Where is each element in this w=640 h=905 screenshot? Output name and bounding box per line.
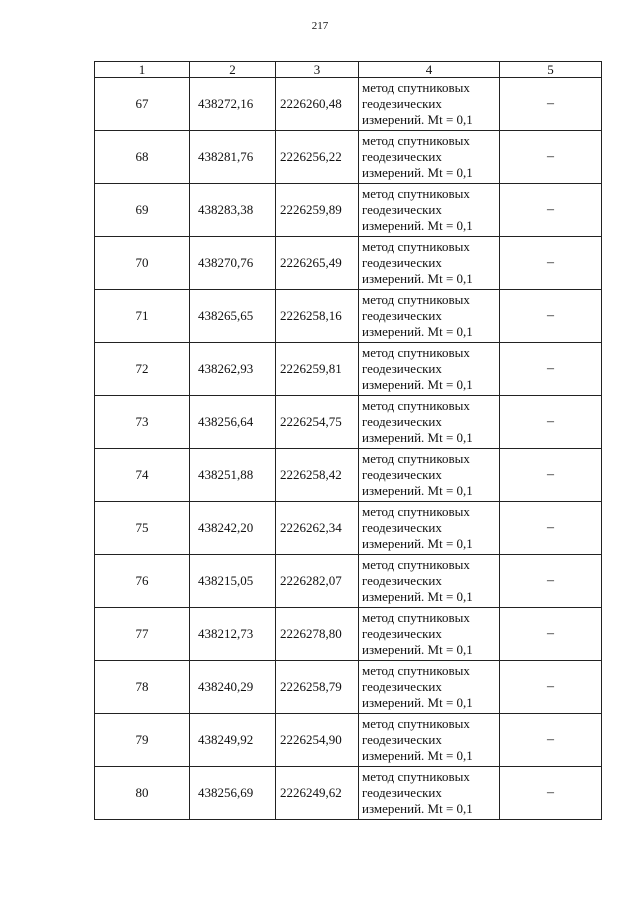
method-line: метод спутниковых [362, 133, 470, 148]
point-number-cell: 80 [95, 767, 190, 820]
table-body [95, 78, 602, 820]
method-line: измерений. Mt = 0,1 [362, 377, 473, 392]
method-line: геодезических [362, 255, 442, 270]
y-coordinate-cell: 2226259,81 [276, 343, 359, 396]
method-line: метод спутниковых [362, 557, 470, 572]
note-cell: – [500, 131, 602, 184]
coordinates-table [94, 61, 602, 820]
note-cell: – [500, 78, 602, 131]
x-coordinate-cell: 438240,29 [190, 661, 276, 714]
method-line: метод спутниковых [362, 345, 470, 360]
point-number-cell: 77 [95, 608, 190, 661]
x-coordinate-cell: 438215,05 [190, 555, 276, 608]
table-row [95, 714, 602, 767]
table-row [95, 555, 602, 608]
method-line: геодезических [362, 785, 442, 800]
note-cell: – [500, 396, 602, 449]
method-line: метод спутниковых [362, 398, 470, 413]
method-cell [359, 767, 500, 820]
y-coordinate-cell: 2226262,34 [276, 502, 359, 555]
y-coordinate-cell: 2226254,90 [276, 714, 359, 767]
table-row [95, 396, 602, 449]
point-number-cell: 78 [95, 661, 190, 714]
point-number-cell: 69 [95, 184, 190, 237]
method-line: измерений. Mt = 0,1 [362, 536, 473, 551]
table-row [95, 767, 602, 820]
point-number-cell: 75 [95, 502, 190, 555]
column-header-3: 3 [276, 62, 359, 78]
point-number-cell: 73 [95, 396, 190, 449]
table-header-row [95, 62, 602, 78]
note-cell: – [500, 555, 602, 608]
x-coordinate-cell: 438212,73 [190, 608, 276, 661]
method-cell [359, 131, 500, 184]
method-line: измерений. Mt = 0,1 [362, 165, 473, 180]
point-number-cell: 76 [95, 555, 190, 608]
method-line: метод спутниковых [362, 663, 470, 678]
x-coordinate-cell: 438265,65 [190, 290, 276, 343]
table-row [95, 343, 602, 396]
column-header-2: 2 [190, 62, 276, 78]
method-line: метод спутниковых [362, 80, 470, 95]
method-line: метод спутниковых [362, 292, 470, 307]
y-coordinate-cell: 2226259,89 [276, 184, 359, 237]
column-header-5: 5 [500, 62, 602, 78]
table-row [95, 131, 602, 184]
y-coordinate-cell: 2226254,75 [276, 396, 359, 449]
method-line: измерений. Mt = 0,1 [362, 589, 473, 604]
table-row [95, 661, 602, 714]
x-coordinate-cell: 438281,76 [190, 131, 276, 184]
page-number: 217 [311, 20, 329, 32]
note-cell: – [500, 237, 602, 290]
method-line: метод спутниковых [362, 504, 470, 519]
point-number-cell: 79 [95, 714, 190, 767]
table-row [95, 608, 602, 661]
method-line: измерений. Mt = 0,1 [362, 695, 473, 710]
method-line: метод спутниковых [362, 716, 470, 731]
method-line: геодезических [362, 573, 442, 588]
note-cell: – [500, 290, 602, 343]
method-cell [359, 290, 500, 343]
y-coordinate-cell: 2226249,62 [276, 767, 359, 820]
method-line: измерений. Mt = 0,1 [362, 483, 473, 498]
point-number-cell: 71 [95, 290, 190, 343]
method-cell [359, 343, 500, 396]
method-line: геодезических [362, 679, 442, 694]
note-cell: – [500, 608, 602, 661]
method-line: метод спутниковых [362, 451, 470, 466]
method-line: геодезических [362, 361, 442, 376]
x-coordinate-cell: 438270,76 [190, 237, 276, 290]
method-cell [359, 396, 500, 449]
method-line: измерений. Mt = 0,1 [362, 271, 473, 286]
y-coordinate-cell: 2226256,22 [276, 131, 359, 184]
x-coordinate-cell: 438251,88 [190, 449, 276, 502]
point-number-cell: 67 [95, 78, 190, 131]
table-row [95, 290, 602, 343]
y-coordinate-cell: 2226258,16 [276, 290, 359, 343]
method-line: измерений. Mt = 0,1 [362, 801, 473, 816]
method-line: геодезических [362, 96, 442, 111]
column-header-4: 4 [359, 62, 500, 78]
table-row [95, 184, 602, 237]
method-cell [359, 237, 500, 290]
note-cell: – [500, 767, 602, 820]
method-line: геодезических [362, 626, 442, 641]
table-row [95, 449, 602, 502]
y-coordinate-cell: 2226278,80 [276, 608, 359, 661]
note-cell: – [500, 502, 602, 555]
x-coordinate-cell: 438283,38 [190, 184, 276, 237]
point-number-cell: 74 [95, 449, 190, 502]
method-line: измерений. Mt = 0,1 [362, 642, 473, 657]
method-line: метод спутниковых [362, 610, 470, 625]
method-line: геодезических [362, 520, 442, 535]
table-row [95, 237, 602, 290]
y-coordinate-cell: 2226260,48 [276, 78, 359, 131]
method-cell [359, 661, 500, 714]
point-number-cell: 70 [95, 237, 190, 290]
method-cell [359, 184, 500, 237]
y-coordinate-cell: 2226258,79 [276, 661, 359, 714]
method-line: измерений. Mt = 0,1 [362, 748, 473, 763]
x-coordinate-cell: 438242,20 [190, 502, 276, 555]
x-coordinate-cell: 438262,93 [190, 343, 276, 396]
point-number-cell: 68 [95, 131, 190, 184]
method-line: метод спутниковых [362, 769, 470, 784]
method-line: геодезических [362, 414, 442, 429]
method-line: геодезических [362, 467, 442, 482]
method-line: измерений. Mt = 0,1 [362, 112, 473, 127]
x-coordinate-cell: 438256,64 [190, 396, 276, 449]
x-coordinate-cell: 438272,16 [190, 78, 276, 131]
y-coordinate-cell: 2226282,07 [276, 555, 359, 608]
method-cell [359, 608, 500, 661]
method-line: геодезических [362, 308, 442, 323]
method-cell [359, 449, 500, 502]
point-number-cell: 72 [95, 343, 190, 396]
method-line: измерений. Mt = 0,1 [362, 218, 473, 233]
x-coordinate-cell: 438256,69 [190, 767, 276, 820]
method-line: геодезических [362, 732, 442, 747]
x-coordinate-cell: 438249,92 [190, 714, 276, 767]
method-cell [359, 78, 500, 131]
method-line: геодезических [362, 149, 442, 164]
note-cell: – [500, 714, 602, 767]
note-cell: – [500, 449, 602, 502]
note-cell: – [500, 343, 602, 396]
note-cell: – [500, 184, 602, 237]
method-cell [359, 714, 500, 767]
column-header-1: 1 [95, 62, 190, 78]
table-row [95, 78, 602, 131]
y-coordinate-cell: 2226258,42 [276, 449, 359, 502]
method-cell [359, 502, 500, 555]
method-line: измерений. Mt = 0,1 [362, 324, 473, 339]
method-line: измерений. Mt = 0,1 [362, 430, 473, 445]
method-line: геодезических [362, 202, 442, 217]
note-cell: – [500, 661, 602, 714]
method-line: метод спутниковых [362, 186, 470, 201]
method-cell [359, 555, 500, 608]
y-coordinate-cell: 2226265,49 [276, 237, 359, 290]
table-row [95, 502, 602, 555]
method-line: метод спутниковых [362, 239, 470, 254]
